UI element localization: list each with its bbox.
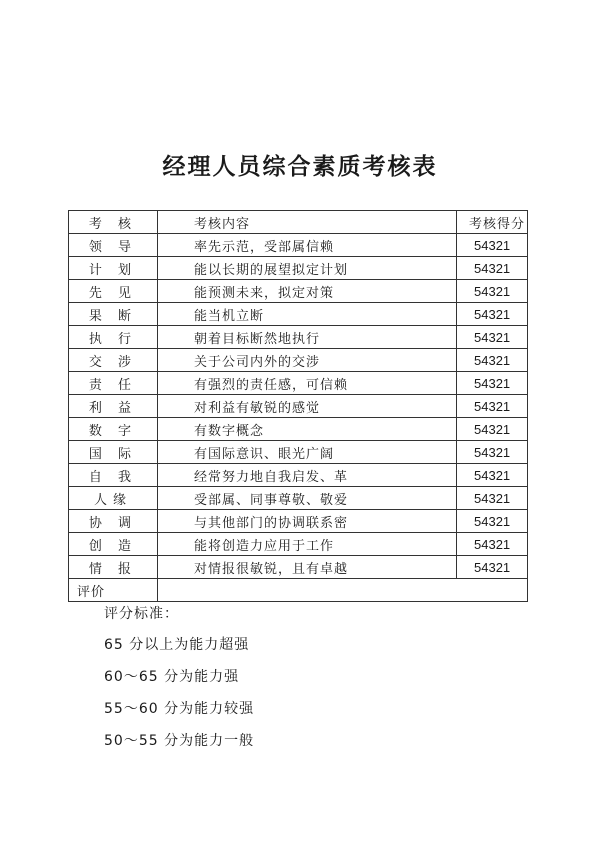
row-content: 朝着目标断然地执行 [158, 326, 457, 349]
table-body [69, 234, 528, 579]
row-item: 计 划 [69, 257, 158, 280]
row-item: 数 字 [69, 418, 158, 441]
criteria-line: 55～60 分为能力较强 [104, 701, 255, 717]
row-content: 对利益有敏锐的感觉 [158, 395, 457, 418]
row-item: 果 断 [69, 303, 158, 326]
criteria-heading: 评分标准： [104, 606, 179, 622]
table-row [69, 418, 528, 441]
row-score: 54321 [457, 303, 528, 326]
row-item: 情 报 [69, 556, 158, 579]
row-content: 能以长期的展望拟定计划 [158, 257, 457, 280]
row-content: 有国际意识、眼光广阔 [158, 441, 457, 464]
row-content: 受部属、同事尊敬、敬爱 [158, 487, 457, 510]
row-score: 54321 [457, 257, 528, 280]
table-row [69, 533, 528, 556]
row-score: 54321 [457, 556, 528, 579]
table-row [69, 326, 528, 349]
table-row [69, 556, 528, 579]
row-content: 有数字概念 [158, 418, 457, 441]
row-content: 与其他部门的协调联系密 [158, 510, 457, 533]
criteria-line: 60～65 分为能力强 [104, 669, 240, 685]
table-row [69, 510, 528, 533]
row-score: 54321 [457, 372, 528, 395]
row-score: 54321 [457, 464, 528, 487]
row-item: 交 涉 [69, 349, 158, 372]
table-row [69, 395, 528, 418]
table-row [69, 280, 528, 303]
row-score: 54321 [457, 234, 528, 257]
table-footer-row [69, 579, 528, 602]
row-item: 协 调 [69, 510, 158, 533]
row-item: 执 行 [69, 326, 158, 349]
row-content: 关于公司内外的交涉 [158, 349, 457, 372]
row-item: 利 益 [69, 395, 158, 418]
footer-value [158, 579, 528, 602]
row-content: 能预测未来，拟定对策 [158, 280, 457, 303]
table-row [69, 349, 528, 372]
row-content: 有强烈的责任感，可信赖 [158, 372, 457, 395]
row-item: 责 任 [69, 372, 158, 395]
row-content: 率先示范，受部属信赖 [158, 234, 457, 257]
row-item: 领 导 [69, 234, 158, 257]
row-item: 创 造 [69, 533, 158, 556]
row-score: 54321 [457, 441, 528, 464]
row-item: 国 际 [69, 441, 158, 464]
row-item: 先 见 [69, 280, 158, 303]
evaluation-table [68, 210, 528, 602]
criteria-line: 50～55 分为能力一般 [104, 733, 255, 749]
row-score: 54321 [457, 280, 528, 303]
footer-label: 评价 [69, 579, 158, 602]
table-row [69, 234, 528, 257]
row-content: 能将创造力应用于工作 [158, 533, 457, 556]
page-title: 经理人员综合素质考核表 [162, 154, 438, 180]
row-score: 54321 [457, 533, 528, 556]
table-row [69, 257, 528, 280]
table-header-row [69, 211, 528, 234]
row-score: 54321 [457, 326, 528, 349]
row-score: 54321 [457, 487, 528, 510]
row-score: 54321 [457, 349, 528, 372]
row-item: 人缘 [69, 487, 158, 510]
row-content: 能当机立断 [158, 303, 457, 326]
criteria-line: 65 分以上为能力超强 [104, 637, 250, 653]
table-row [69, 441, 528, 464]
row-item: 自 我 [69, 464, 158, 487]
table-row [69, 464, 528, 487]
table-row [69, 303, 528, 326]
row-content: 对情报很敏锐，且有卓越 [158, 556, 457, 579]
row-score: 54321 [457, 510, 528, 533]
row-score: 54321 [457, 395, 528, 418]
header-content: 考核内容 [158, 211, 457, 234]
row-score: 54321 [457, 418, 528, 441]
header-score: 考核得分 [457, 211, 528, 234]
scoring-criteria [104, 603, 254, 761]
header-item: 考 核 [69, 211, 158, 234]
row-content: 经常努力地自我启发、革 [158, 464, 457, 487]
table-row [69, 372, 528, 395]
table-row [69, 487, 528, 510]
